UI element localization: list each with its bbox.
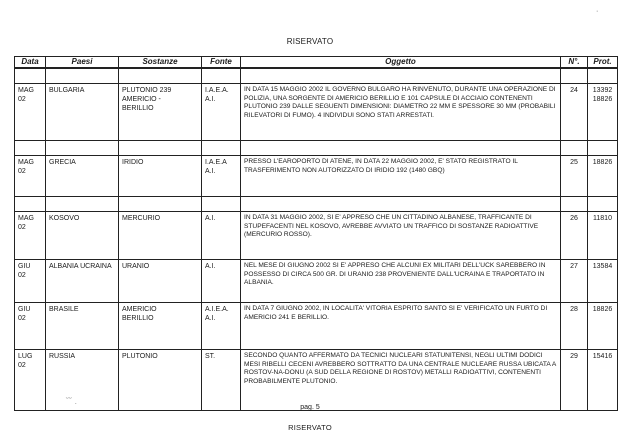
cell-fonte: I.A.E.A. A.I. <box>202 84 241 141</box>
header-classification: RISERVATO <box>286 37 334 46</box>
cell-sostanze: IRIDIO <box>119 156 202 197</box>
cell-oggetto: SECONDO QUANTO AFFERMATO DA TECNICI NUCLEARI STATUNITENSI, NEGLI ULTIMI DODICI MESI RIBELLI CECENI AVREBBERO SOTTRATTO DA UNA CENTRALE NUCLEARE RUSSA UBICATA A ROSTOV-NA-DONU (A SUD DELLA REGIONE DI ROSTOV) METALLI RADIOATTIVI, CONTENENTI PROBABILMENTE PLUTONIO. <box>241 350 561 411</box>
cell-paesi: BULGARIA <box>46 84 119 141</box>
spacer-row <box>15 68 618 84</box>
col-header-prot: Prot. <box>588 57 618 69</box>
cell-prot: 15416 <box>588 350 618 411</box>
cell-sostanze: AMERICIO BERILLIO <box>119 303 202 350</box>
cell-prot: 18826 <box>588 156 618 197</box>
table-row <box>15 303 618 350</box>
cell-data: GIU 02 <box>15 303 46 350</box>
cell-paesi: GRECIA <box>46 156 119 197</box>
table-row <box>15 350 618 411</box>
page-number: pag. 5 <box>300 404 320 411</box>
cell-num: 28 <box>561 303 588 350</box>
cell-prot: 18826 <box>588 303 618 350</box>
cell-oggetto: IN DATA 31 MAGGIO 2002, SI E' APPRESO CHE UN CITTADINO ALBANESE, TRAFFICANTE DI STUPEFACENTI NEL KOSOVO, AVREBBE AVVIATO UN TRAFFICO DI SOSTANZE RADIOATTIVE (MERCURIO ROSSO). <box>241 212 561 260</box>
cell-num: 25 <box>561 156 588 197</box>
col-header-num: N°. <box>561 57 588 69</box>
cell-data: LUG 02 <box>15 350 46 411</box>
table-row <box>15 212 618 260</box>
cell-num: 24 <box>561 84 588 141</box>
stray-mark: ˘˘ . <box>66 396 77 406</box>
cell-oggetto: NEL MESE DI GIUGNO 2002 SI E' APPRESO CHE ALCUNI EX MILITARI DELL'UCK SAREBBERO IN POSSESSO DI CIRCA 500 GR. DI URANIO 238 PROVENIENTE DALL'UCRAINA E TRAPORTATO IN ALBANIA. <box>241 260 561 303</box>
cell-data: MAG 02 <box>15 84 46 141</box>
cell-fonte: A.I.E.A. A.I. <box>202 303 241 350</box>
cell-paesi: RUSSIA <box>46 350 119 411</box>
cell-oggetto: IN DATA 15 MAGGIO 2002 IL GOVERNO BULGARO HA RINVENUTO, DURANTE UNA OPERAZIONE DI POLIZIA, UNA SORGENTE DI AMERICIO BERILLIO E 101 CAPSULE DI ACCIAIO CONTENENTI PLUTONIO 239 DALLE SEGUENTI DIMENSIONI: DIAMETRO 22 MM E SPESSORE 30 MM (PROBABILI RILEVATORI DI FUMO). 4 INDIVIDUI SONO STATI ARRESTATI. <box>241 84 561 141</box>
cell-sostanze: PLUTONIO <box>119 350 202 411</box>
cell-fonte: I.A.E.A A.I. <box>202 156 241 197</box>
cell-sostanze: MERCURIO <box>119 212 202 260</box>
cell-oggetto: IN DATA 7 GIUGNO 2002, IN LOCALITA' VITORIA ESPRITO SANTO SI E' VERIFICATO UN FURTO DI AMERICIO 241 E BERILLIO. <box>241 303 561 350</box>
cell-sostanze: URANIO <box>119 260 202 303</box>
cell-fonte: A.I. <box>202 260 241 303</box>
cell-prot: 13584 <box>588 260 618 303</box>
table-row <box>15 260 618 303</box>
col-header-fonte: Fonte <box>202 57 241 69</box>
col-header-data: Data <box>15 57 46 69</box>
cell-fonte: A.I. <box>202 212 241 260</box>
spacer-row <box>15 141 618 156</box>
cell-data: MAG 02 <box>15 156 46 197</box>
cell-paesi: ALBANIA UCRAINA <box>46 260 119 303</box>
col-header-paesi: Paesi <box>46 57 119 69</box>
corner-mark: · <box>596 8 599 15</box>
incidents-table <box>14 56 618 411</box>
cell-prot: 11810 <box>588 212 618 260</box>
col-header-sostanze: Sostanze <box>119 57 202 69</box>
cell-data: MAG 02 <box>15 212 46 260</box>
footer-classification: RISERVATO <box>288 423 332 432</box>
cell-sostanze: PLUTONIO 239 AMERICIO - BERILLIO <box>119 84 202 141</box>
table-row <box>15 84 618 141</box>
cell-prot: 13392 18826 <box>588 84 618 141</box>
col-header-oggetto: Oggetto <box>241 57 561 69</box>
cell-num: 29 <box>561 350 588 411</box>
cell-num: 27 <box>561 260 588 303</box>
table-row <box>15 156 618 197</box>
cell-data: GIU 02 <box>15 260 46 303</box>
cell-fonte: ST. <box>202 350 241 411</box>
cell-paesi: BRASILE <box>46 303 119 350</box>
cell-paesi: KOSOVO <box>46 212 119 260</box>
cell-num: 26 <box>561 212 588 260</box>
table-header-row <box>15 57 618 69</box>
spacer-row <box>15 197 618 212</box>
cell-oggetto: PRESSO L'EAROPORTO DI ATENE, IN DATA 22 MAGGIO 2002, E' STATO REGISTRATO IL TRASFERIMENTO NON AUTORIZZATO DI IRIDIO 192 (1480 GBQ) <box>241 156 561 197</box>
